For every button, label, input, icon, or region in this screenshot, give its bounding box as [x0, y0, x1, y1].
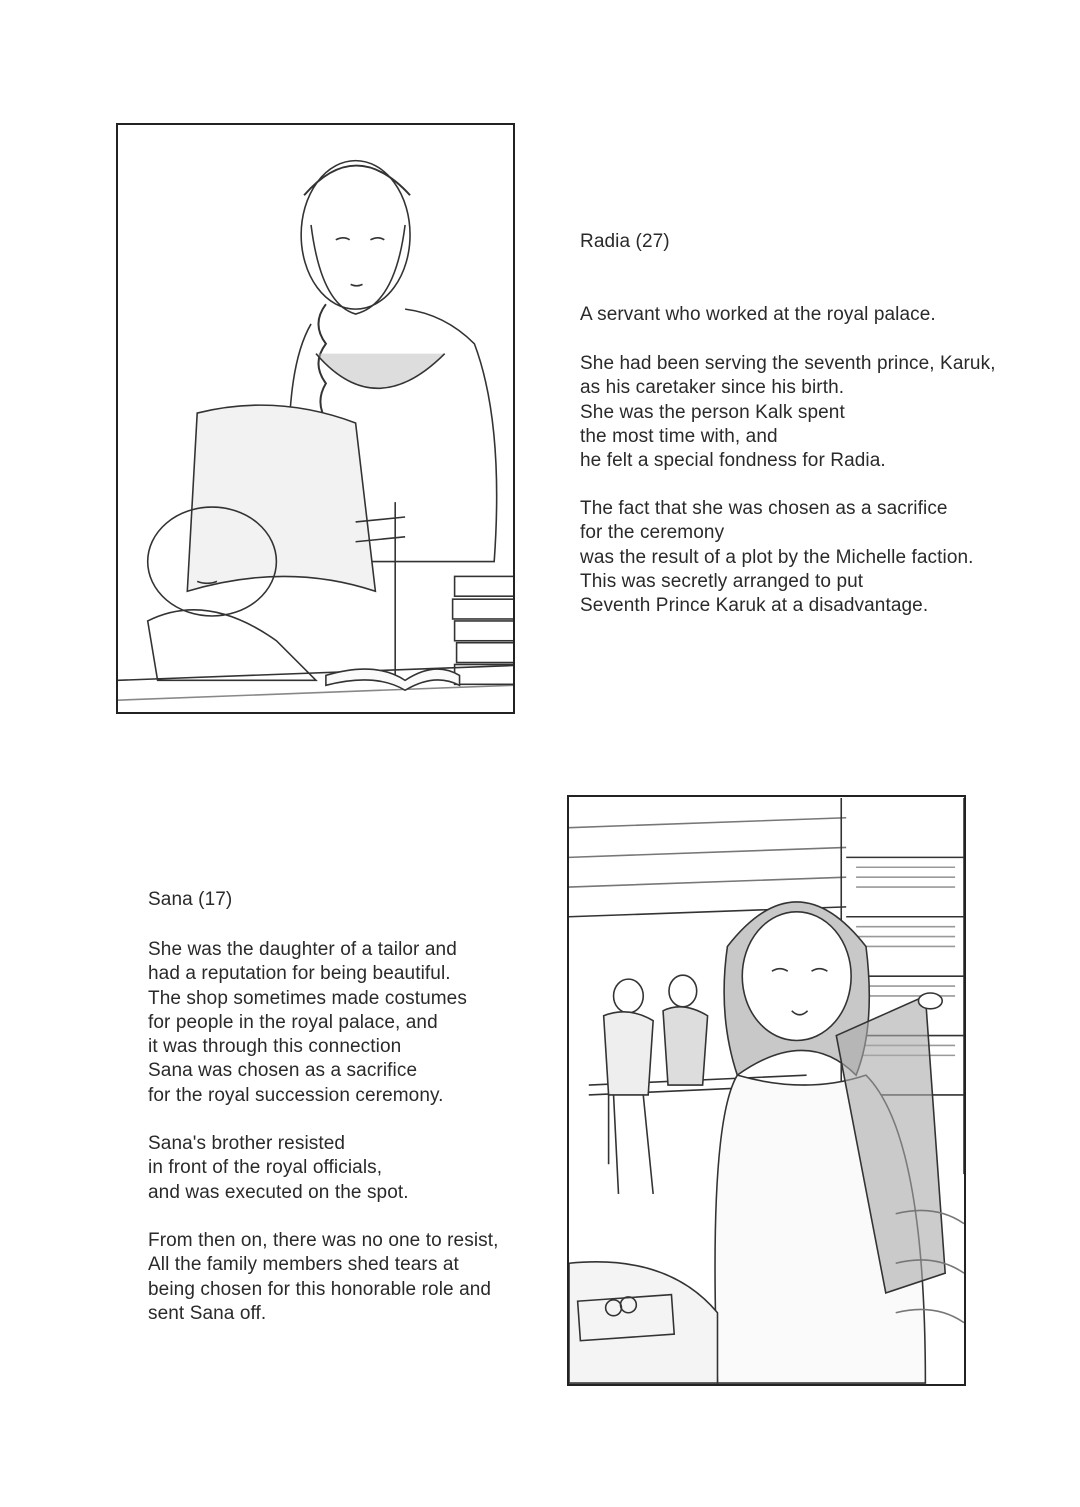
text-line: From then on, there was no one to resist,	[148, 1230, 499, 1251]
sana-illustration-panel	[567, 795, 966, 1386]
radia-illustration-panel	[116, 123, 515, 714]
radia-name-age: Radia (27)	[580, 231, 670, 252]
sana-illustration	[569, 797, 964, 1384]
text-line: Sana's brother resisted	[148, 1133, 346, 1154]
text-line: She had been serving the seventh prince, Karuk,	[580, 353, 996, 374]
text-line: She was the person Kalk spent	[580, 401, 845, 423]
sana-paragraph-3	[148, 1229, 499, 1326]
text-line: The shop sometimes made costumes	[148, 987, 467, 1009]
text-line: This was secretly arranged to put	[580, 570, 864, 592]
text-line: as his caretaker since his birth.	[580, 377, 845, 399]
text-line: the most time with, and	[580, 425, 778, 447]
text-line: he felt a special fondness for Radia.	[580, 450, 886, 472]
sana-paragraph-2	[148, 1132, 409, 1205]
text-line: All the family members shed tears at	[148, 1254, 459, 1276]
text-line: Seventh Prince Karuk at a disadvantage.	[580, 595, 929, 617]
text-line: in front of the royal officials,	[148, 1157, 383, 1179]
radia-paragraph-3	[580, 497, 974, 618]
text-line: The fact that she was chosen as a sacrifice	[580, 498, 948, 519]
text-line: and was executed on the spot.	[148, 1181, 409, 1203]
text-line: Sana was chosen as a sacrifice	[148, 1060, 418, 1082]
text-line: sent Sana off.	[148, 1302, 267, 1324]
radia-paragraph-1	[580, 303, 936, 327]
text-line: She was the daughter of a tailor and	[148, 939, 457, 960]
text-line: A servant who worked at the royal palace.	[580, 304, 936, 325]
radia-illustration	[118, 125, 513, 712]
radia-paragraph-2	[580, 352, 996, 473]
text-line: for the ceremony	[580, 522, 725, 544]
text-line: had a reputation for being beautiful.	[148, 963, 451, 985]
text-line: for people in the royal palace, and	[148, 1011, 438, 1033]
text-line: it was through this connection	[148, 1036, 402, 1058]
text-line: for the royal succession ceremony.	[148, 1084, 444, 1106]
text-line: being chosen for this honorable role and	[148, 1278, 492, 1300]
sana-paragraph-1	[148, 938, 467, 1108]
sana-name-age: Sana (17)	[148, 889, 233, 910]
text-line: was the result of a plot by the Michelle faction.	[580, 546, 974, 568]
